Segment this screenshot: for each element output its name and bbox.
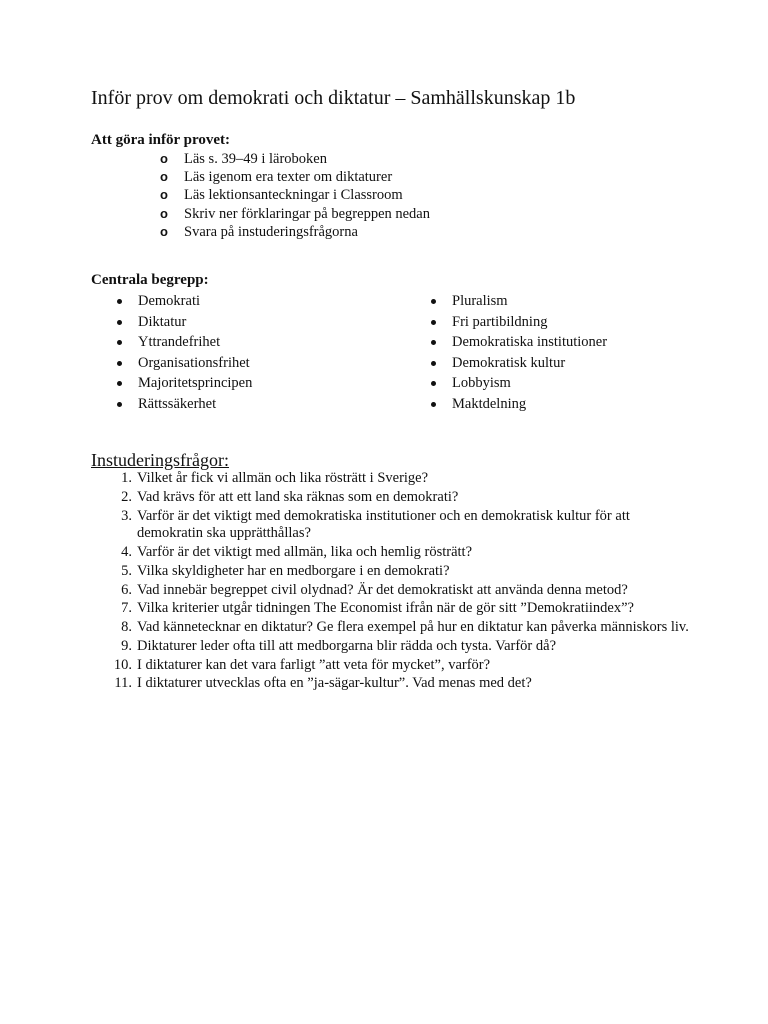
question-number: 7. — [121, 600, 132, 617]
bullet-dot-icon — [431, 361, 436, 366]
todo-item — [160, 205, 430, 223]
todo-item-text: Läs lektionsanteckningar i Classroom — [184, 187, 403, 204]
question-number: 9. — [121, 637, 132, 654]
bullet-dot-icon — [431, 402, 436, 407]
todo-item — [160, 150, 430, 168]
question-item — [110, 508, 690, 543]
todo-item-text: Läs s. 39–49 i läroboken — [184, 151, 327, 167]
concept-text: Majoritetsprincipen — [138, 375, 253, 392]
concept-item — [429, 394, 607, 415]
bullet-dot-icon — [431, 320, 436, 325]
question-text: Diktaturer leder ofta till att medborgarna blir rädda och tysta. Varför då? — [137, 637, 556, 654]
question-item — [110, 563, 690, 581]
concept-text: Fri partibildning — [452, 313, 548, 330]
circle-bullet-icon: o — [160, 169, 168, 185]
bullet-dot-icon — [117, 340, 122, 345]
todo-item-text: Läs igenom era texter om diktaturer — [184, 169, 393, 186]
circle-bullet-icon: o — [160, 187, 168, 203]
concept-item — [115, 394, 252, 415]
concept-text: Organisationsfrihet — [138, 354, 250, 371]
concept-item — [429, 332, 607, 353]
todo-item — [160, 168, 430, 186]
concept-item — [429, 353, 607, 374]
question-text: I diktaturer kan det vara farligt ”att veta för mycket”, varför? — [137, 656, 491, 673]
concept-text: Pluralism — [452, 293, 508, 309]
circle-bullet-icon: o — [160, 223, 168, 239]
question-text: Vilket år fick vi allmän och lika rösträtt i Sverige? — [137, 470, 429, 486]
circle-bullet-icon: o — [160, 205, 168, 221]
concept-item — [429, 373, 607, 394]
question-text: Varför är det viktigt med allmän, lika och hemlig rösträtt? — [137, 543, 473, 560]
concept-text: Demokrati — [138, 293, 201, 309]
question-number: 11. — [114, 675, 132, 692]
bullet-dot-icon — [117, 381, 122, 386]
question-item — [110, 638, 690, 656]
question-number: 10. — [113, 656, 132, 673]
question-text: Vad innebär begreppet civil olydnad? Är det demokratiskt att använda denna metod? — [137, 581, 628, 598]
todo-heading: Att göra inför provet: — [91, 132, 230, 148]
question-text: Vad krävs för att ett land ska räknas som en demokrati? — [137, 488, 459, 505]
bullet-dot-icon — [117, 402, 122, 407]
todo-list — [160, 150, 430, 241]
concept-item — [115, 291, 252, 312]
question-item — [110, 675, 690, 693]
circle-bullet-icon: o — [160, 151, 168, 166]
concepts-list-right — [429, 291, 607, 415]
question-number: 3. — [121, 507, 132, 524]
concept-item — [115, 353, 252, 374]
todo-item — [160, 186, 430, 204]
question-item — [110, 544, 690, 562]
concepts-heading: Centrala begrepp: — [91, 272, 209, 288]
concept-text: Rättssäkerhet — [138, 395, 217, 412]
question-text: Vad kännetecknar en diktatur? Ge flera exempel på hur en diktatur kan påverka människors liv. — [137, 619, 689, 636]
question-number: 1. — [121, 470, 132, 486]
concept-text: Lobbyism — [452, 375, 511, 392]
bullet-dot-icon — [431, 340, 436, 345]
concept-text: Demokratisk kultur — [452, 354, 566, 371]
bullet-dot-icon — [117, 361, 122, 366]
question-item — [110, 619, 690, 637]
todo-item-text: Skriv ner förklaringar på begreppen nedan — [184, 205, 430, 222]
concept-text: Yttrandefrihet — [138, 334, 221, 351]
question-item — [110, 582, 690, 600]
concept-item — [429, 291, 607, 312]
todo-item-text: Svara på instuderingsfrågorna — [184, 223, 358, 240]
question-text: Varför är det viktigt med demokratiska institutioner och en demokratisk kultur för att demokratin ska upprätthållas? — [137, 507, 630, 542]
bullet-dot-icon — [117, 320, 122, 325]
question-number: 5. — [121, 562, 132, 579]
concept-item — [115, 332, 252, 353]
question-number: 6. — [121, 581, 132, 598]
concept-item — [115, 312, 252, 333]
todo-item — [160, 223, 430, 241]
concept-item — [429, 312, 607, 333]
question-text: Vilka kriterier utgår tidningen The Economist ifrån när de gör sitt ”Demokratiindex”? — [137, 600, 634, 617]
bullet-dot-icon — [117, 299, 122, 304]
question-number: 8. — [121, 619, 132, 636]
study-questions-list — [110, 470, 690, 694]
concept-text: Demokratiska institutioner — [452, 334, 608, 351]
question-item — [110, 489, 690, 507]
question-item — [110, 657, 690, 675]
question-number: 4. — [121, 543, 132, 560]
document-title: Inför prov om demokrati och diktatur – Samhällskunskap 1b — [91, 87, 576, 109]
bullet-dot-icon — [431, 381, 436, 386]
study-questions-heading: Instuderingsfrågor: — [91, 450, 229, 470]
bullet-dot-icon — [431, 299, 436, 304]
concept-text: Diktatur — [138, 313, 187, 330]
concept-text: Maktdelning — [452, 395, 527, 412]
concepts-list-left — [115, 291, 252, 415]
question-number: 2. — [121, 488, 132, 505]
question-item — [110, 600, 690, 618]
question-item — [110, 470, 690, 488]
concept-item — [115, 373, 252, 394]
question-text: Vilka skyldigheter har en medborgare i en demokrati? — [137, 562, 450, 579]
question-text: I diktaturer utvecklas ofta en ”ja-sägar-kultur”. Vad menas med det? — [137, 675, 532, 692]
